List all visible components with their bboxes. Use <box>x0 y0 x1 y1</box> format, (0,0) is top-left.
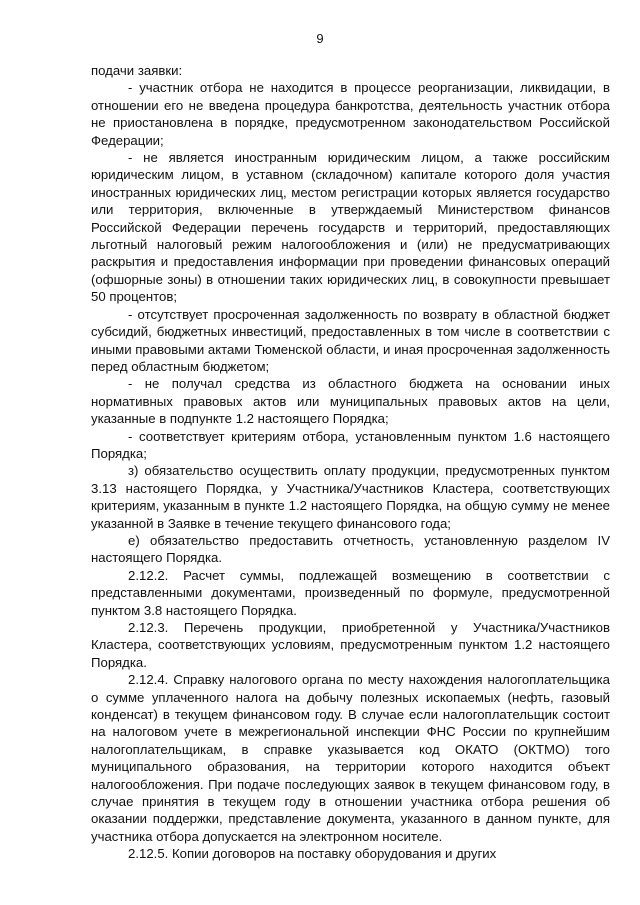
page-number: 9 <box>316 31 324 46</box>
paragraph-no-other-funds: - не получал средства из областного бюджета на основании иных нормативных правовых актов или муниципальных правовых актов на цели, указанные в подпункте 1.2 настоящего Порядка; <box>91 376 610 427</box>
paragraph-meets-criteria: - соответствует критериям отбора, установленным пунктом 1.6 настоящего Порядка; <box>91 428 610 461</box>
paragraph-2-12-3: 2.12.3. Перечень продукции, приобретенной у Участника/Участников Кластера, соответствующих условиям, предусмотренным пунктом 1.2 настоящего Порядка. <box>91 620 610 670</box>
paragraph-reporting-obligation: е) обязательство предоставить отчетность, установленную разделом IV настоящего Порядка. <box>91 532 610 566</box>
paragraph-submission-tail: подачи заявки: <box>91 63 183 78</box>
paragraph-2-12-4: 2.12.4. Справку налогового органа по месту нахождения налогоплательщика о сумме уплаченного налога на добычу полезных ископаемых (нефть, газовый конденсат) в текущем финансовом году. В случае если налогоплательщик состоит на налоговом учете в межрегиональной инспекции ФНС России по крупнейшим налогоплательщикам, в справке указывается код ОКАТО (ОКТМО) того муниципального образования, на территории которого находится объект налогообложения. При подаче последующих заявок в текущем финансовом году, в случае принятия в текущем году в отношении участника отбора решения об оказании поддержки, представление документа, указанного в данном пункте, для участника отбора допускается на электронном носителе. <box>91 672 610 844</box>
paragraph-2-12-2: 2.12.2. Расчет суммы, подлежащей возмещению в соответствии с представленными документами, произведенный по формуле, предусмотренной пунктом 3.8 настоящего Порядка. <box>91 567 610 618</box>
paragraph-payment-obligation: з) обязательство осуществить оплату продукции, предусмотренных пунктом 3.13 настоящего Порядка, у Участника/Участников Кластера, соответствующих критериям, указанным в пункте 1.2 настоящего Порядка, на общую сумму не менее указанной в Заявке в течение текущего финансового года; <box>91 463 610 531</box>
paragraph-no-reorganization: - участник отбора не находится в процессе реорганизации, ликвидации, в отношении его не введена процедура банкротства, деятельность участник отбора не приостановлена в порядке, предусмотренном законодательством Российской Федерации; <box>91 80 610 148</box>
paragraph-no-overdue-debt: - отсутствует просроченная задолженность по возврату в областной бюджет субсидий, бюджетных инвестиций, предоставленных в том числе в соответствии с иными правовыми актами Тюменской области, и иная просроченная задолженность перед областным бюджетом; <box>91 306 610 374</box>
paragraph-2-12-5: 2.12.5. Копии договоров на поставку оборудования и других <box>128 846 497 862</box>
paragraph-not-foreign-entity: - не является иностранным юридическим лицом, а также российским юридическим лицом, в уставном (складочном) капитале которого доля участия иностранных юридических лиц, местом регистрации которых является государство или территория, включенные в утверждаемый Министерством финансов Российской Федерации перечень государств и территорий, предоставляющих льготный налоговый режим налогообложения и (или) не предусматривающих раскрытия и предоставления информации при проведении финансовых операций (офшорные зоны) в отношении таких юридических лиц, в совокупности превышает 50 процентов; <box>91 150 610 305</box>
document-body <box>91 62 610 863</box>
